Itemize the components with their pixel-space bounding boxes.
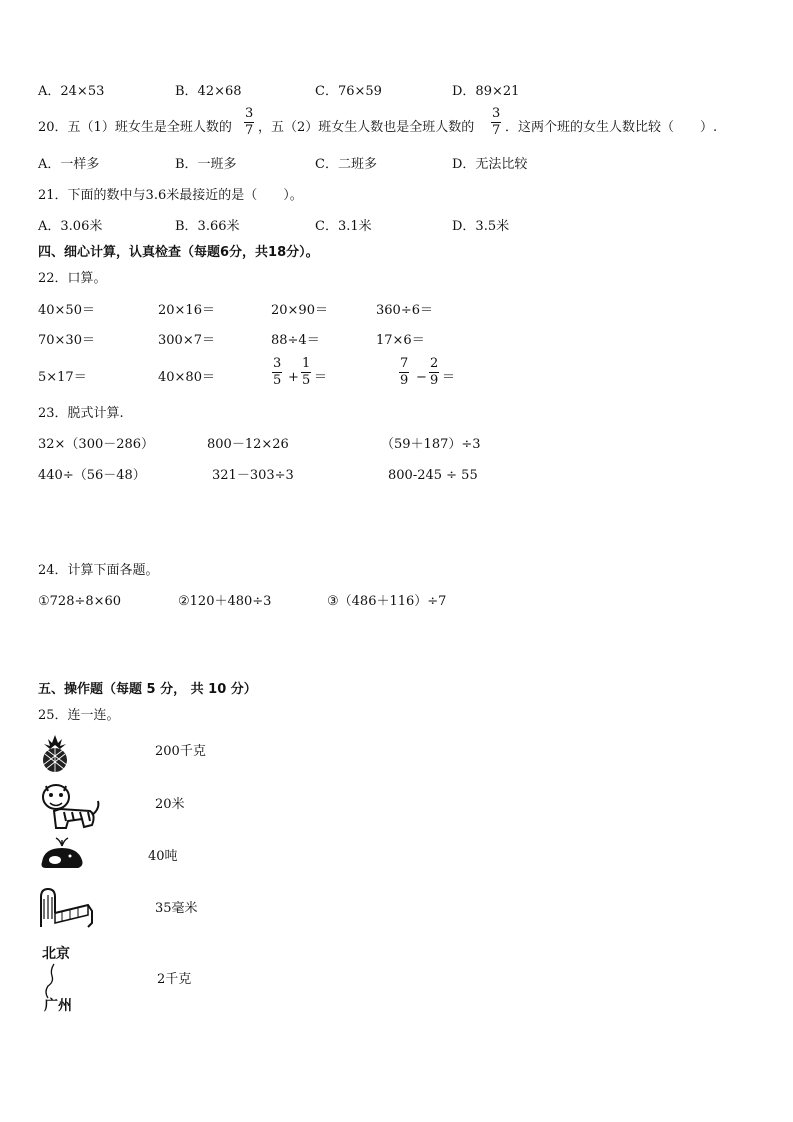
q22-r2-c3: 88÷4＝	[271, 333, 320, 348]
q23-r1-c2: 800－12×26	[207, 437, 289, 452]
tiger-icon	[38, 781, 102, 831]
q22-frac-b-numerator: 1	[302, 356, 311, 371]
q24-title: 24．计算下面各题。	[38, 563, 159, 578]
q20-fraction-1	[244, 107, 254, 138]
q23-r2-c1: 440÷（56－48）	[38, 468, 146, 483]
pineapple-icon	[38, 733, 72, 773]
q21-option-d: D．3.5米	[452, 219, 510, 234]
q22-r1-c3: 20×90＝	[271, 303, 328, 318]
q22-frac-op-plus: +	[288, 370, 299, 385]
map-label-guangzhou: 广州	[44, 998, 72, 1014]
q19-option-a: A．24×53	[38, 84, 105, 99]
q22-r1-c2: 20×16＝	[158, 303, 215, 318]
section-5-title: 五、操作题（每题 5 分， 共 10 分）	[38, 682, 257, 697]
q25-title: 25．连一连。	[38, 708, 120, 723]
q23-r1-c1: 32×（300－286）	[38, 437, 155, 452]
q22-frac-b	[301, 357, 311, 388]
q24-item-3: ③（486＋116）÷7	[327, 594, 447, 609]
q22-frac-d	[429, 357, 439, 388]
q20-frac1-denominator: 7	[245, 123, 254, 138]
q22-frac-c-denominator: 9	[400, 373, 409, 388]
q22-frac-op-minus: −	[416, 370, 427, 385]
q20-suffix: ．这两个班的女生人数比较（ ）.	[505, 120, 718, 135]
section-4-title: 四、细心计算，认真检查（每题6分，共18分）。	[38, 245, 319, 260]
q25-label-5: 2千克	[157, 972, 192, 987]
q22-frac-d-denominator: 9	[430, 373, 439, 388]
q22-r2-c4: 17×6＝	[376, 333, 425, 348]
q23-title: 23．脱式计算.	[38, 406, 124, 421]
q21-option-b: B．3.66米	[175, 219, 240, 234]
q21-option-a: A．3.06米	[38, 219, 103, 234]
q22-frac-b-denominator: 5	[302, 373, 311, 388]
q25-label-3: 40吨	[148, 849, 178, 864]
q20-option-d: D．无法比较	[452, 157, 528, 172]
q22-frac-eq-1: ＝	[314, 370, 328, 385]
q20-prefix: 20．五（1）班女生是全班人数的	[38, 120, 232, 135]
q22-frac-d-numerator: 2	[430, 356, 439, 371]
q25-label-2: 20米	[155, 797, 185, 812]
q25-label-1: 200千克	[155, 744, 206, 759]
q22-frac-eq-2: ＝	[442, 370, 456, 385]
q24-item-1: ①728÷8×60	[38, 594, 122, 609]
q22-r3-c2: 40×80＝	[158, 370, 215, 385]
q20-middle: ，五（2）班女生人数也是全班人数的	[258, 120, 475, 135]
q22-r2-c1: 70×30＝	[38, 333, 95, 348]
q20-frac1-numerator: 3	[245, 106, 254, 121]
whale-icon	[38, 836, 86, 874]
q22-r2-c2: 300×7＝	[158, 333, 215, 348]
map-label-beijing: 北京	[42, 946, 70, 962]
q23-r1-c3: （59＋187）÷3	[381, 437, 481, 452]
q22-frac-a-denominator: 5	[273, 373, 282, 388]
q21-text: 21．下面的数中与3.6米最接近的是（ ）。	[38, 188, 303, 203]
q24-item-2: ②120＋480÷3	[178, 594, 272, 609]
q20-option-a: A．一样多	[38, 157, 100, 172]
q23-r2-c3: 800-245 ÷ 55	[388, 468, 478, 483]
bed-icon	[38, 883, 94, 929]
q22-frac-a-numerator: 3	[273, 356, 282, 371]
q20-fraction-2	[491, 107, 501, 138]
q22-r1-c4: 360÷6＝	[376, 303, 433, 318]
q22-frac-c	[399, 357, 409, 388]
q19-option-d: D．89×21	[452, 84, 520, 99]
q22-frac-c-numerator: 7	[400, 356, 409, 371]
q20-frac2-denominator: 7	[492, 123, 501, 138]
q20-option-c: C．二班多	[315, 157, 377, 172]
q25-label-4: 35毫米	[155, 901, 198, 916]
q19-option-b: B．42×68	[175, 84, 242, 99]
q21-option-c: C．3.1米	[315, 219, 372, 234]
q20-frac2-numerator: 3	[492, 106, 501, 121]
map-route-icon	[40, 962, 80, 1002]
q19-option-c: C．76×59	[315, 84, 382, 99]
q22-frac-a	[272, 357, 282, 388]
q20-option-b: B．一班多	[175, 157, 237, 172]
q22-r3-c1: 5×17＝	[38, 370, 87, 385]
q22-r1-c1: 40×50＝	[38, 303, 95, 318]
q23-r2-c2: 321－303÷3	[212, 468, 294, 483]
q22-title: 22．口算。	[38, 271, 107, 286]
